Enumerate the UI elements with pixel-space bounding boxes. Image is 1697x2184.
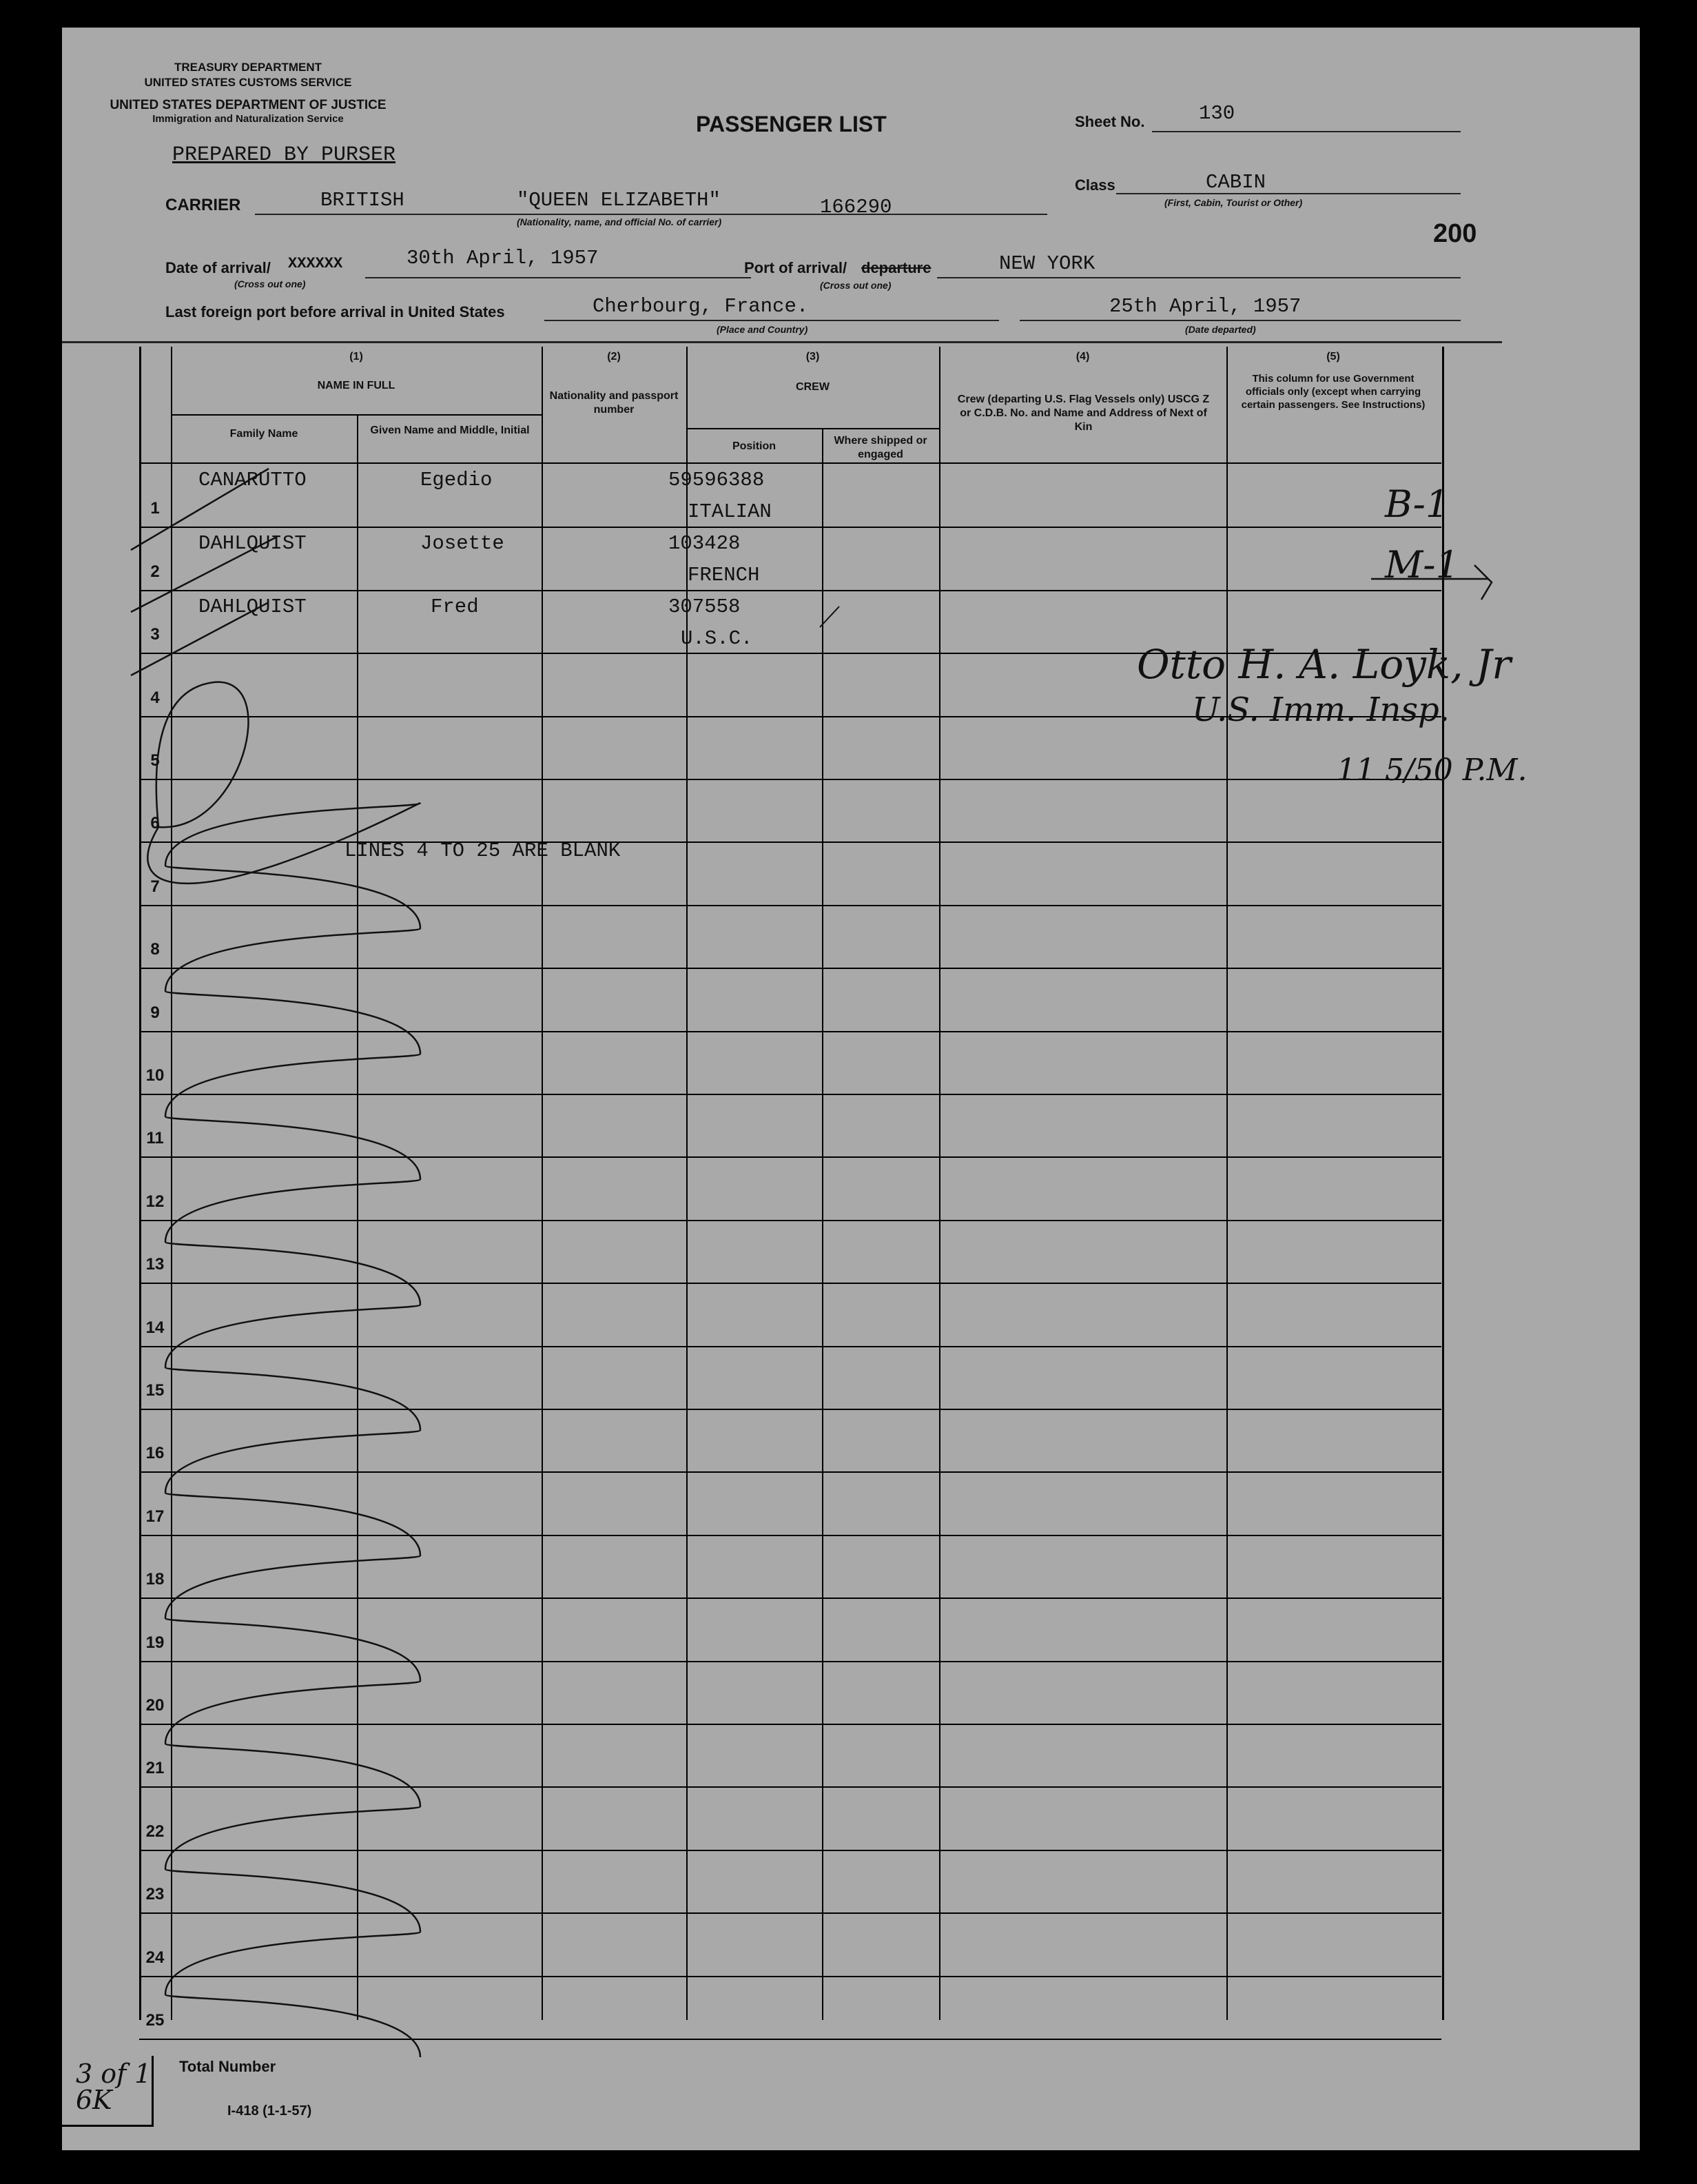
col1-number: (1) [349, 351, 363, 363]
sheet-label: Sheet No. [1075, 113, 1145, 130]
port-value: NEW YORK [999, 252, 1096, 275]
agency-line-2: UNITED STATES CUSTOMS SERVICE [144, 76, 352, 89]
row-number: 21 [145, 1759, 165, 1778]
row-number: 16 [145, 1444, 165, 1463]
prepared-by: PREPARED BY PURSER [172, 143, 396, 167]
row-number: 12 [145, 1192, 165, 1211]
date-departed-value: 25th April, 1957 [1109, 295, 1302, 318]
row-number: 5 [150, 751, 160, 770]
date-arrival-value: 30th April, 1957 [407, 247, 599, 269]
row-number: 17 [145, 1507, 165, 1526]
form-title: PASSENGER LIST [696, 112, 887, 136]
where-shipped-header: Where shipped or engaged [834, 435, 927, 460]
row-3-passport: 307558 [668, 595, 741, 618]
row-number: 7 [150, 877, 160, 896]
row-number: 19 [145, 1633, 165, 1652]
col5-number: (5) [1326, 351, 1340, 363]
row-number: 2 [150, 562, 160, 581]
row-3-nationality: U.S.C. [681, 627, 753, 650]
row-number: 22 [145, 1821, 165, 1841]
row-number: 4 [150, 688, 160, 707]
row-number: 23 [145, 1885, 165, 1904]
position-header: Position [732, 440, 776, 452]
row-2-passport: 103428 [668, 532, 741, 555]
col3-title: CREW [796, 381, 830, 393]
total-handwritten: 3 of 1 6K [76, 2059, 152, 2115]
class-caption: (First, Cabin, Tourist or Other) [1164, 197, 1303, 208]
date-cross-caption: (Cross out one) [234, 278, 306, 289]
row-number: 8 [150, 940, 160, 959]
row-number: 13 [145, 1255, 165, 1274]
row-number: 6 [150, 814, 160, 833]
col3-number: (3) [805, 351, 820, 363]
col5-title: This column for use Government officials only (except when carrying certain passengers. See Instructions) [1241, 373, 1426, 411]
carrier-number: 166290 [820, 196, 892, 218]
carrier-caption: (Nationality, name, and official No. of carrier) [517, 216, 722, 227]
row-number: 15 [145, 1381, 165, 1400]
row-2-given: Josette [420, 532, 504, 555]
inspector-title: U.S. Imm. Insp. [1192, 691, 1450, 729]
form-code: I-418 (1-1-57) [227, 2103, 312, 2119]
inspection-time: 11 5/50 P.M. [1337, 753, 1528, 788]
row-1-gov-code: B-1 [1385, 482, 1450, 526]
col1-title: NAME IN FULL [317, 380, 395, 391]
col2-title: Nationality and passport number [549, 390, 679, 416]
document-page [62, 28, 1640, 2150]
total-number-label: Total Number [179, 2058, 276, 2075]
agency-line-4: Immigration and Naturalization Service [152, 113, 344, 125]
row-2-family: DAHLQUIST [198, 532, 307, 555]
port-label: Port of arrival/ [744, 259, 847, 276]
agency-line-3: UNITED STATES DEPARTMENT OF JUSTICE [110, 98, 387, 112]
date-arrival-label: Date of arrival/ [165, 259, 271, 276]
last-port-label: Last foreign port before arrival in United States [165, 303, 505, 320]
col2-number: (2) [607, 351, 621, 363]
annotation-marks [62, 28, 1640, 2150]
col4-number: (4) [1076, 351, 1090, 363]
row-number: 11 [146, 1129, 164, 1148]
inspector-signature: Otto H. A. Loyk, Jr [1137, 641, 1511, 688]
row-1-passport: 59596388 [668, 469, 765, 491]
row-number: 18 [145, 1570, 165, 1589]
carrier-nationality: BRITISH [320, 189, 404, 212]
row-number: 10 [145, 1066, 165, 1085]
row-2-gov-code: M-1 [1385, 543, 1459, 586]
port-struck: departure [861, 259, 932, 276]
blank-lines-note: LINES 4 TO 25 ARE BLANK [344, 839, 621, 862]
port-cross-caption: (Cross out one) [820, 280, 892, 291]
col4-title: Crew (departing U.S. Flag Vessels only) USCG Z or C.D.B. No. and Name and Address of Next of Kin [957, 394, 1210, 433]
date-arrival-crossout: XXXXXX [288, 255, 343, 272]
class-value: CABIN [1206, 171, 1266, 194]
agency-line-1: TREASURY DEPARTMENT [174, 61, 322, 74]
carrier-name: "QUEEN ELIZABETH" [517, 189, 721, 212]
row-1-family: CANARUTTO [198, 469, 307, 491]
row-number: 1 [150, 499, 160, 518]
given-name-header: Given Name and Middle, Initial [370, 425, 530, 436]
page-number: 200 [1433, 219, 1477, 248]
row-number: 14 [145, 1318, 165, 1337]
date-departed-caption: (Date departed) [1185, 324, 1256, 335]
sheet-number: 130 [1199, 102, 1235, 125]
class-label: Class [1075, 176, 1115, 194]
carrier-label: CARRIER [165, 196, 241, 214]
row-3-given: Fred [431, 595, 479, 618]
row-3-family: DAHLQUIST [198, 595, 307, 618]
last-port-caption: (Place and Country) [717, 324, 808, 335]
last-port-value: Cherbourg, France. [593, 295, 809, 318]
row-number: 20 [145, 1696, 165, 1715]
row-2-nationality: FRENCH [688, 564, 760, 586]
row-number: 3 [150, 625, 160, 644]
row-1-given: Egedio [420, 469, 493, 491]
row-number: 25 [145, 2011, 165, 2030]
row-number: 9 [150, 1003, 160, 1022]
family-name-header: Family Name [229, 428, 298, 440]
row-number: 24 [145, 1948, 165, 1967]
blank-lines-wave [165, 803, 420, 2057]
row-1-nationality: ITALIAN [688, 500, 772, 523]
